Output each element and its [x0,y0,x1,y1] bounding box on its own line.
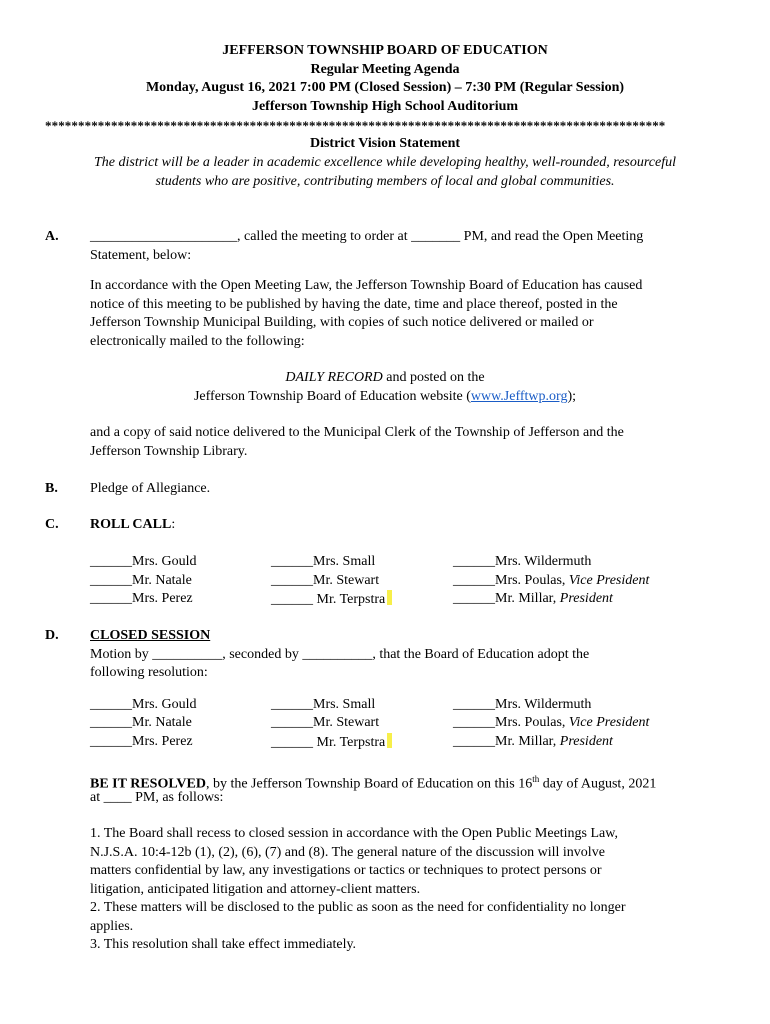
roll-terpstra [271,590,392,610]
vote-poulas [453,714,649,733]
section-a-letter: A. [45,229,59,244]
call-to-order-line-2: Statement, below: [90,248,192,263]
resolution-item-line: 3. This resolution shall take effect immediately. [90,937,357,952]
roll-small: ______Mrs. Small [271,554,376,569]
notice-line: and a copy of said notice delivered to the Municipal Clerk of the Township of Jefferson and the [90,425,624,440]
vote-terpstra-name: ______ Mr. Terpstra [271,735,386,750]
roll-gould: ______Mrs. Gould [90,554,197,569]
roll-call-heading [90,516,175,535]
open-meeting-statement-line: notice of this meeting to be published by having the date, time and place thereof, posted in the [90,297,618,312]
roll-poulas [453,572,649,591]
roll-wildermuth: ______Mrs. Wildermuth [453,554,592,569]
meeting-location: Jefferson Township High School Auditorium [251,99,519,114]
website-suffix: ); [567,389,577,404]
website-link[interactable]: www.Jefftwp.org [470,389,568,404]
vote-perez: ______Mrs. Perez [90,734,193,749]
open-meeting-statement-line: In accordance with the Open Meeting Law, the Jefferson Township Board of Education has caused [90,278,643,293]
resolution-item-line: litigation, anticipated litigation and attorney-client matters. [90,882,421,897]
vision-title: District Vision Statement [309,136,461,151]
vote-millar-title: President [559,734,613,749]
resolution-item-line: N.J.S.A. 10:4-12b (1), (2), (6), (7) and (8). The general nature of the discussion will involve [90,845,605,860]
resolution-line-2: at ____ PM, as follows: [90,790,224,805]
roll-call-title: ROLL CALL [90,517,172,532]
highlight-mark [387,733,392,748]
resolution-text: , by the Jefferson Township Board of Education on this 16 [205,776,533,792]
open-meeting-statement-line: electronically mailed to the following: [90,334,305,349]
meeting-type: Regular Meeting Agenda [310,62,460,77]
pledge-text: Pledge of Allegiance. [90,481,211,496]
vote-poulas-name: ______Mrs. Poulas, [453,715,569,730]
vote-stewart: ______Mr. Stewart [271,715,380,730]
vote-natale: ______Mr. Natale [90,715,192,730]
closed-session-title: CLOSED SESSION [90,628,211,643]
vote-wildermuth: ______Mrs. Wildermuth [453,697,592,712]
section-b-letter: B. [45,481,58,496]
notice-line: Jefferson Township Library. [90,444,248,459]
vote-millar [453,733,613,752]
roll-natale: ______Mr. Natale [90,573,192,588]
publication-line [0,369,770,388]
section-d-letter: D. [45,628,59,643]
be-it-resolved: BE IT RESOLVED [90,776,206,792]
vote-poulas-title: Vice President [568,715,650,730]
roll-poulas-title: Vice President [568,573,650,588]
newspaper-name: DAILY RECORD [285,370,383,385]
roll-call-colon: : [171,517,176,532]
resolution-item-line: 1. The Board shall recess to closed session in accordance with the Open Public Meetings Law, [90,826,618,841]
highlight-mark [387,590,392,605]
vision-line-2: students who are positive, contributing members of local and global communities. [155,174,615,189]
roll-poulas-name: ______Mrs. Poulas, [453,573,569,588]
posted-text: and posted on the [382,370,485,385]
website-line [0,388,770,407]
roll-terpstra-name: ______ Mr. Terpstra [271,592,386,607]
resolution-item-line: 2. These matters will be disclosed to the public as soon as the need for confidentiality no longer [90,900,626,915]
roll-millar-title: President [559,591,613,606]
vote-terpstra [271,733,392,753]
vote-small: ______Mrs. Small [271,697,376,712]
roll-millar [453,590,613,609]
roll-perez: ______Mrs. Perez [90,591,193,606]
vision-line-1: The district will be a leader in academic excellence while developing healthy, well-rounded, resourceful [93,155,676,170]
vote-gould: ______Mrs. Gould [90,697,197,712]
motion-line-2: following resolution: [90,665,208,680]
vote-millar-name: ______Mr. Millar, [453,734,560,749]
resolution-date: day of August, 2021 [539,776,657,792]
website-prefix: Jefferson Township Board of Education website ( [193,389,471,404]
board-title: JEFFERSON TOWNSHIP BOARD OF EDUCATION [222,43,548,58]
resolution-item-line: matters confidential by law, any investigations or tactics or techniques to protect persons or [90,863,602,878]
roll-stewart: ______Mr. Stewart [271,573,380,588]
roll-millar-name: ______Mr. Millar, [453,591,560,606]
call-to-order-line: _____________________, called the meeting to order at _______ PM, and read the Open Meeting [90,229,644,244]
section-c-letter: C. [45,517,59,532]
meeting-datetime: Monday, August 16, 2021 7:00 PM (Closed Session) – 7:30 PM (Regular Session) [145,80,625,95]
motion-line: Motion by __________, seconded by __________, that the Board of Education adopt the [90,647,590,662]
divider-asterisks: ********************************************************************************************** [45,118,666,133]
resolution-item-line: applies. [90,919,134,934]
open-meeting-statement-line: Jefferson Township Municipal Building, with copies of such notice delivered or mailed or [90,315,594,330]
ordinal-suffix: th [532,774,540,784]
